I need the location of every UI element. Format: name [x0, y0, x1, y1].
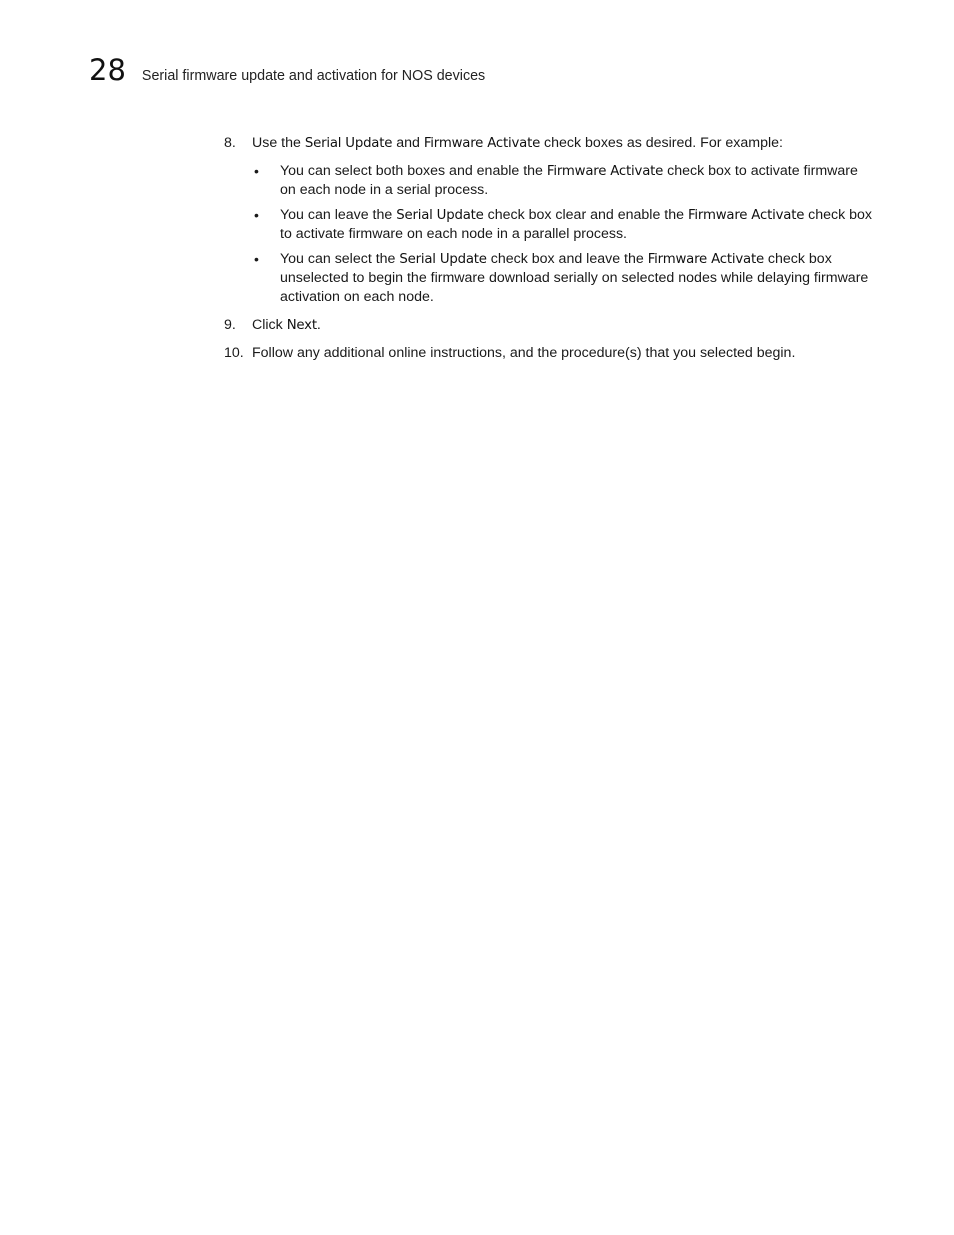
bullet-marker: • [254, 207, 259, 223]
bullet-list [252, 162, 874, 307]
text: check box to activate firmware on each node in a parallel process. [280, 207, 873, 242]
step-8 [224, 134, 874, 307]
step-9 [224, 316, 874, 335]
text: You can leave the [280, 207, 397, 223]
step-text [252, 344, 874, 363]
ui-label-firmware-activate: Firmware Activate [647, 252, 764, 267]
bullet-item [254, 206, 874, 244]
step-10 [224, 344, 874, 363]
bullet-marker: • [254, 251, 259, 267]
step-number: 8. [224, 135, 236, 151]
text: Use the [252, 135, 305, 151]
ui-label-firmware-activate: Firmware Activate [546, 164, 664, 179]
procedure-steps [224, 134, 874, 372]
ui-label-serial-update: Serial Update [396, 208, 484, 223]
ui-label-firmware-activate: Firmware Activate [687, 208, 805, 223]
chapter-title: Serial firmware update and activation for NOS devices [141, 68, 486, 84]
text: check boxes as desired. For example: [540, 135, 783, 151]
step-number: 10. [224, 345, 244, 361]
ui-label-firmware-activate: Firmware Activate [423, 136, 541, 151]
bullet-marker: • [254, 163, 259, 179]
ui-label-serial-update: Serial Update [304, 136, 393, 151]
text: check box to activate firmware on each node in a serial process. [280, 163, 858, 198]
bullet-item [254, 162, 874, 200]
ui-label-serial-update: Serial Update [399, 252, 487, 267]
text: and [392, 135, 424, 151]
text: check box clear and enable the [483, 207, 688, 223]
chapter-number: 28 [89, 53, 126, 87]
page-header [89, 52, 485, 88]
bullet-item [254, 250, 874, 307]
text: check box and leave the [486, 251, 648, 267]
text: . [316, 317, 321, 333]
text: check box unselected to begin the firmware download serially on selected nodes while delaying firmware activation on each node. [280, 251, 869, 305]
step-text [252, 134, 874, 153]
step-number: 9. [224, 317, 236, 333]
text: You can select both boxes and enable the [280, 163, 547, 179]
step-text [252, 316, 874, 335]
text: Follow any additional online instructions, and the procedure(s) that you selected begin. [252, 345, 796, 361]
ui-label-next: Next [286, 318, 317, 333]
text: Click [252, 317, 287, 333]
text: You can select the [280, 251, 400, 267]
